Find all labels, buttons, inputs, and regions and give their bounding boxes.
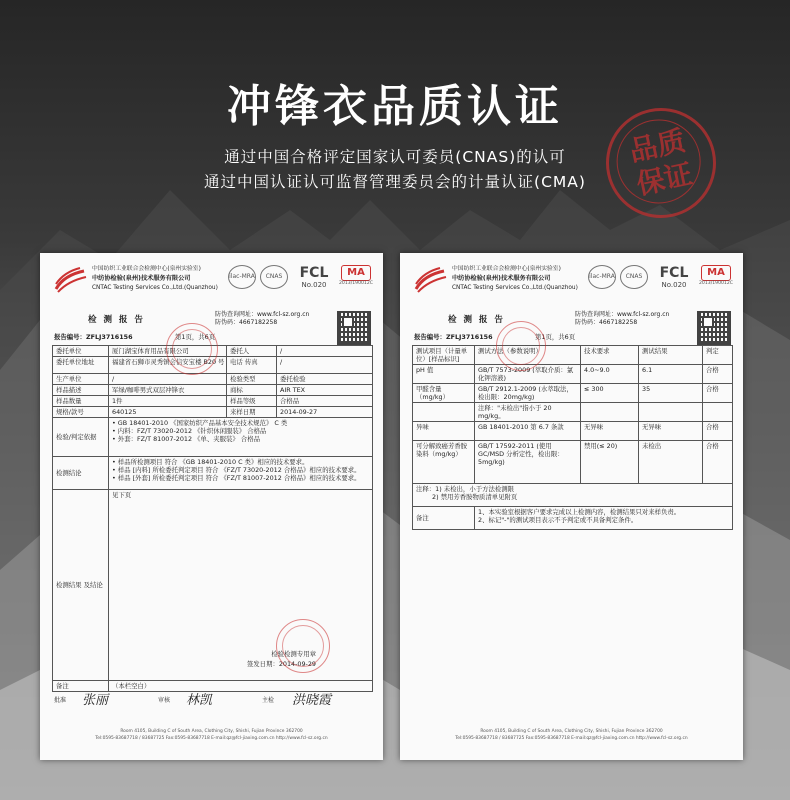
stamp-text-top: 品质 bbox=[626, 123, 689, 168]
cntac-logo-icon bbox=[54, 265, 88, 293]
table-cell: GB/T 17592-2011 (使用 GC/MSD 分析定性，检出限：5mg/kg) bbox=[475, 441, 581, 484]
signature-approver: 张丽 bbox=[82, 693, 109, 708]
field-label: 商标 bbox=[227, 385, 277, 396]
test-results-table bbox=[412, 345, 733, 530]
table-cell: 35 bbox=[639, 384, 703, 403]
table-cell: 可分解致癌芳香胺染料（mg/kg） bbox=[413, 441, 475, 484]
antifake-info: 防伪查询网址：www.fcl-sz.org.cn 防伪码：4667182258 bbox=[215, 311, 310, 326]
table-row: 备注 1、本实验室根据客户要求完成以上检测内容，检测结果只对来样负责。 2、标记"-"的测试项目表示不予判定或不具备判定条件。 bbox=[413, 507, 733, 530]
field-value: 委托检验 bbox=[277, 374, 373, 385]
cnas-icon: CNAS bbox=[259, 265, 289, 295]
antifake-info: 防伪查询网址：www.fcl-sz.org.cn 防伪码：4667182258 bbox=[575, 311, 670, 326]
table-cell: 未检出 bbox=[639, 441, 703, 484]
table-cell: 甲醛含量（mg/kg） bbox=[413, 384, 475, 403]
field-label: 电话 传真 bbox=[227, 357, 277, 374]
field-label: 规格/款号 bbox=[53, 407, 109, 418]
table-row: 注释：1) 未检出，小于方法检测限 2) 禁用芳香胺物质清单见附页 bbox=[413, 484, 733, 507]
certification-badges bbox=[225, 265, 375, 299]
cntac-logo-icon bbox=[414, 265, 448, 293]
cnas-statement: 通过中国合格评定国家认可委员(CNAS)的认可 bbox=[224, 148, 566, 166]
field-value: / bbox=[109, 374, 227, 385]
table-cell: ≤ 300 bbox=[581, 384, 639, 403]
official-seal-icon bbox=[166, 323, 218, 375]
stamp-text-bottom: 保证 bbox=[633, 157, 696, 202]
field-value: AIR TEX bbox=[277, 385, 373, 396]
page-count: 第1页，共6页 bbox=[535, 333, 576, 341]
field-label: 来样日期 bbox=[227, 407, 277, 418]
report-number: 报告编号：ZFLJ3716156 bbox=[414, 333, 493, 341]
cma-statement: 通过中国认证认可监督管理委员会的计量认证(CMA) bbox=[204, 173, 586, 191]
report-title: 检 测 报 告 bbox=[448, 315, 505, 325]
table-cell: 禁用(≤ 20) bbox=[581, 441, 639, 484]
field-label: 样品数量 bbox=[53, 396, 109, 407]
table-row: 检测结果 及结论 见下页 检验检测专用章 签发日期：2014-09-29 bbox=[53, 490, 373, 681]
table-row bbox=[413, 384, 733, 403]
org-name: 中国纺织工业联合会检测中心(泉州实验室) 中纺协检验(泉州)技术服务有限公司 CNTAC Testing Services Co.,Ltd.(Quanzhou) bbox=[92, 266, 218, 291]
report-number: 报告编号：ZFLJ3716156 bbox=[54, 333, 133, 341]
table-cell bbox=[413, 403, 475, 422]
certification-badges bbox=[585, 265, 735, 299]
table-cell bbox=[703, 403, 733, 422]
field-value: 福建省石狮市灵秀镇会信安宝楼 B20 号 bbox=[109, 357, 227, 374]
field-value: / bbox=[277, 346, 373, 357]
report-footer: Room 4105, Building C of South Area, Clothing City, Shishi, Fujian Province 362700 Tel:0595-83687718 / 83687725 Fax:0595-83687718 E-mail:qz@fcl-jiaxing.com.cn http://www.fcl-sz.org.cn bbox=[455, 729, 688, 741]
table-cell: 无异味 bbox=[639, 422, 703, 441]
org-name: 中国纺织工业联合会检测中心(泉州实验室) 中纺协检验(泉州)技术服务有限公司 CNTAC Testing Services Co.,Ltd.(Quanzhou) bbox=[452, 266, 578, 291]
field-value: / bbox=[277, 357, 373, 374]
table-cell: 4.0~9.0 bbox=[581, 365, 639, 384]
table-row bbox=[53, 385, 373, 396]
test-report-page-right bbox=[400, 253, 743, 760]
fcl-icon: FCL No.020 bbox=[299, 265, 329, 289]
report-title: 检 测 报 告 bbox=[88, 315, 145, 325]
table-cell: 合格 bbox=[703, 365, 733, 384]
table-row: 检验/判定依据 • GB 18401-2010 《国家纺织产品基本安全技术规范》 C 类 • 内料：FZ/T 73020-2012 《针织休闲服装》 合格品 • 外套：FZ/T 81007-2012 《单、夹服装》 合格品 bbox=[53, 418, 373, 457]
field-label: 委托人 bbox=[227, 346, 277, 357]
cma-icon: MA 2013/190012C bbox=[699, 267, 733, 286]
table-header-row: 测试项目（计量单位）[样品标识] 测试方法（参数说明） 技术要求 测试结果 判定 bbox=[413, 346, 733, 365]
table-cell bbox=[639, 403, 703, 422]
field-label: 样品等级 bbox=[227, 396, 277, 407]
table-cell: 合格 bbox=[703, 384, 733, 403]
table-cell: GB 18401-2010 第 6.7 条款 bbox=[475, 422, 581, 441]
table-cell: GB/T 2912.1-2009 (水萃取法，检出限：20mg/kg) bbox=[475, 384, 581, 403]
field-value: 1件 bbox=[109, 396, 227, 407]
table-cell: 合格 bbox=[703, 422, 733, 441]
signature-row: 批准 张丽 审核 林凯 主检 洪晓霞 bbox=[54, 689, 374, 709]
field-value: 640125 bbox=[109, 407, 227, 418]
signature-tester: 洪晓霞 bbox=[292, 693, 332, 708]
report-footer: Room 4105, Building C of South Area, Clothing City, Shishi, Fujian Province 362700 Tel:0595-83687718 / 83687725 Fax:0595-83687718 E-mail:qz@fcl-jiaxing.com.cn http://www.fcl-sz.org.cn bbox=[95, 729, 328, 741]
field-label: 委托单位地址 bbox=[53, 357, 109, 374]
field-value: 厦门湖宝体育用品有限公司 bbox=[109, 346, 227, 357]
table-cell bbox=[581, 403, 639, 422]
table-row bbox=[413, 441, 733, 484]
cnas-icon: CNAS bbox=[619, 265, 649, 295]
field-value: 军绿/咖啡男式双层冲锋衣 bbox=[109, 385, 227, 396]
official-seal-icon bbox=[496, 321, 546, 371]
field-label: 检验类型 bbox=[227, 374, 277, 385]
table-cell: 注释："未检出"指小于 20 mg/kg。 bbox=[475, 403, 581, 422]
report-header bbox=[40, 253, 383, 303]
table-cell: 合格 bbox=[703, 441, 733, 484]
table-row bbox=[53, 407, 373, 418]
table-cell: pH 值 bbox=[413, 365, 475, 384]
table-row bbox=[413, 422, 733, 441]
ilac-mra-icon: ilac-MRA bbox=[585, 265, 619, 295]
official-seal-icon bbox=[276, 619, 330, 673]
qr-code-icon bbox=[697, 311, 731, 345]
table-cell: 无异味 bbox=[581, 422, 639, 441]
table-row bbox=[413, 403, 733, 422]
ilac-mra-icon: ilac-MRA bbox=[225, 265, 259, 295]
field-value: 2014-09-27 bbox=[277, 407, 373, 418]
table-row bbox=[413, 365, 733, 384]
cma-icon: MA 2013/190012C bbox=[339, 267, 373, 286]
signature-reviewer: 林凯 bbox=[186, 693, 213, 708]
table-cell: 异味 bbox=[413, 422, 475, 441]
page-count: 第1页，共6页 bbox=[175, 333, 216, 341]
table-cell: 6.1 bbox=[639, 365, 703, 384]
table-row bbox=[53, 374, 373, 385]
report-header bbox=[400, 253, 743, 303]
table-row: 备注 （本栏空白） bbox=[53, 681, 373, 692]
field-label: 生产单位 bbox=[53, 374, 109, 385]
table-row: 检测结论 • 样品所检测项目 符合 《GB 18401-2010 C 类》相应的技术要求。 • 样品 [内料] 所检委托判定项目 符合 《FZ/T 73020-2012 合格品》相应的技术要求。 • 样品 [外套] 所检委托判定项目 符合 《FZ/T 81007-2012 合格品》相应的技术要求。 bbox=[53, 457, 373, 490]
field-label: 委托单位 bbox=[53, 346, 109, 357]
field-label: 样品描述 bbox=[53, 385, 109, 396]
table-row bbox=[53, 396, 373, 407]
qr-code-icon bbox=[337, 311, 371, 345]
page-title: 冲锋衣品质认证 bbox=[227, 81, 563, 132]
fcl-icon: FCL No.020 bbox=[659, 265, 689, 289]
test-report-page-left bbox=[40, 253, 383, 760]
field-value: 合格品 bbox=[277, 396, 373, 407]
table-cell: GB/T 7573-2009 (萃取介质：氯化钾溶液) bbox=[475, 365, 581, 384]
